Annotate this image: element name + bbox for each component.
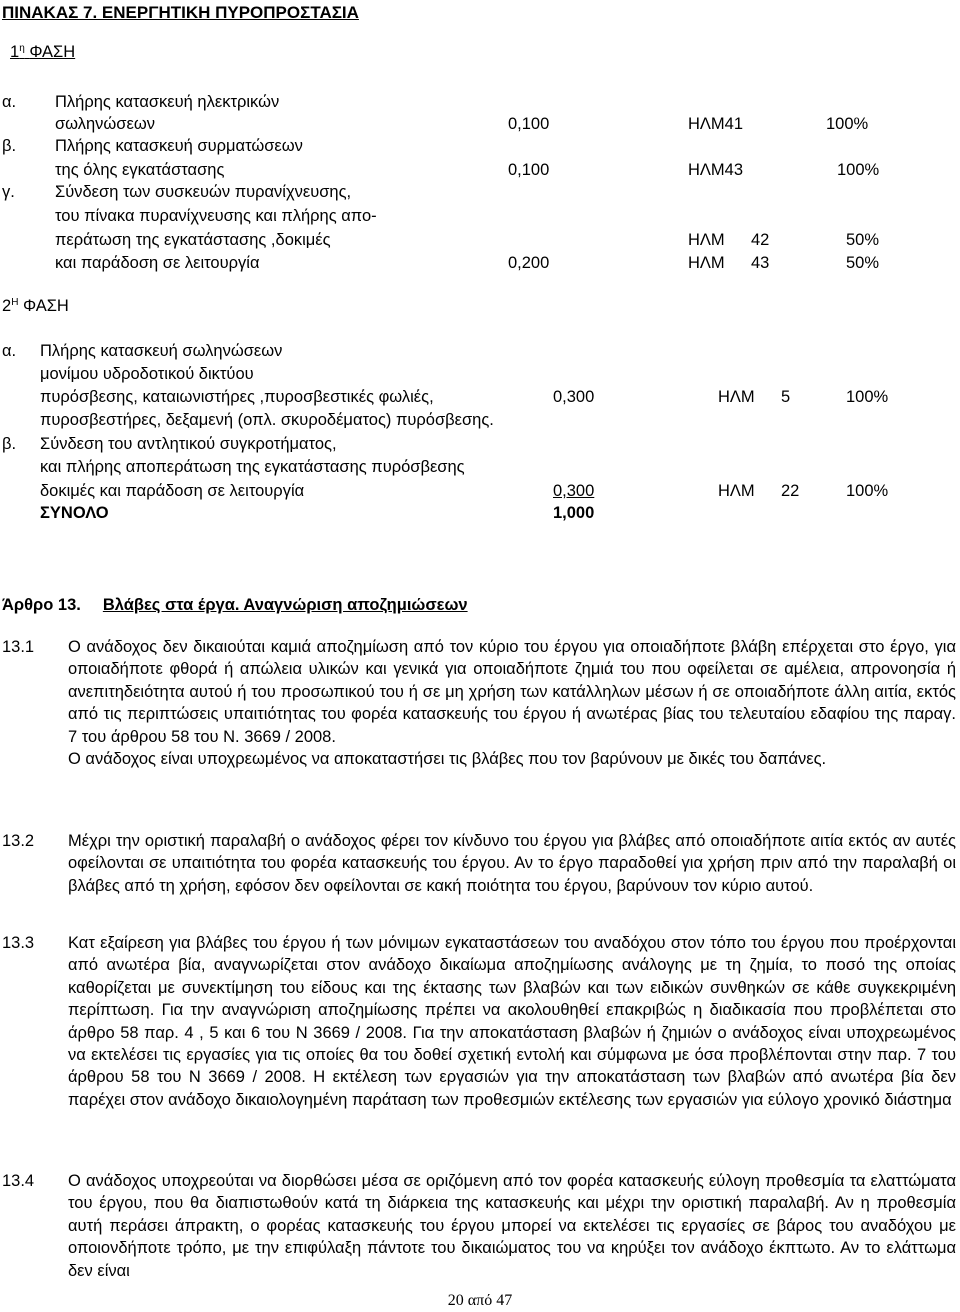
paragraph-text: Ο ανάδοχος υποχρεούται να διορθώσει μέσα σε οριζόμενη από τον φορέα κατασκευής εύλογη προθεσμία τα ελαττώματα του έργου, που θα διαπιστωθούν κατά τη διάρκεια της κατασκευής και μέχρι την οριστική παραλαβή. Αν η προθεσμία αυτή περάσει άπρακτη, ο φορέας κατασκευής του έργου μπορεί να εκτελέσει τις εργασίες σε βάρος του αναδόχου με οποιονδήποτε τρόπο, με την επιφύλαξη πάντοτε του δικαιώματος του να κηρύξει τον ανάδοχο έκπτωτο. Αν το ελάττωμα δεν είναι	[68, 1172, 956, 1280]
phase-2-heading: $2^H$ ΦΑΣΗ	[2, 297, 69, 315]
item-description: πυρόσβεσης, καταιωνιστήρες ,πυροσβεστικές φωλιές,	[40, 388, 434, 406]
item-description: μονίμου υδροδοτικού δικτύου	[40, 365, 254, 383]
item-value: 0,100	[508, 161, 550, 179]
item-description: δοκιμές και παράδοση σε λειτουργία	[40, 482, 305, 500]
item-code: ΗΛΜ	[688, 231, 725, 249]
paragraph-number: 13.1	[2, 638, 35, 656]
item-description: Σύνδεση των συσκευών πυρανίχνευσης,	[55, 183, 352, 201]
item-marker: γ.	[2, 183, 15, 201]
item-description: και πλήρης αποπεράτωση της εγκατάστασης πυρόσβεσης	[40, 458, 465, 476]
item-percent: 100%	[846, 388, 889, 406]
item-description: περάτωση της εγκατάστασης ,δοκιμές	[55, 231, 331, 249]
item-marker: α.	[2, 93, 17, 111]
item-description: Πλήρης κατασκευή σωληνώσεων	[40, 342, 283, 360]
paragraph-text	[68, 636, 956, 770]
item-marker: β.	[2, 435, 17, 453]
item-description: και παράδοση σε λειτουργία	[55, 254, 260, 272]
item-code-number: 42	[751, 231, 770, 249]
item-description: του πίνακα πυρανίχνευσης και πλήρης απο-	[55, 207, 377, 225]
page-number: 20 από 47	[447, 1292, 513, 1309]
paragraph-number: 13.4	[2, 1172, 35, 1190]
item-value: 0,200	[508, 254, 550, 272]
item-code: ΗΛΜ41	[688, 115, 744, 133]
item-code: ΗΛΜ	[688, 254, 725, 272]
item-code: ΗΛΜ	[718, 388, 755, 406]
total-value: 1,000	[553, 504, 595, 522]
item-code-number: 43	[751, 254, 770, 272]
phase-1-heading: $1^\eta$ ΦΑΣΗ	[10, 43, 76, 61]
item-percent: 100%	[846, 482, 889, 500]
item-percent: 50%	[846, 254, 880, 272]
total-label: ΣΥΝΟΛΟ	[40, 504, 109, 522]
article-title: Βλάβες στα έργα. Αναγνώριση αποζημιώσεων	[102, 596, 468, 614]
item-percent: 100%	[837, 161, 880, 179]
item-code: ΗΛΜ	[718, 482, 755, 500]
item-marker: β.	[2, 137, 17, 155]
item-description: Πλήρης κατασκευή συρματώσεων	[55, 137, 303, 155]
item-percent: 50%	[846, 231, 880, 249]
paragraph-text: Μέχρι την οριστική παραλαβή ο ανάδοχος φέρει τον κίνδυνο του έργου για βλάβες από οποιαδήποτε αιτία εκτός αν αυτές οφείλονται σε υπαιτιότητα του φορέα κατασκευής του έργου. Αν το έργο παραδοθεί για χρήση πριν από την παραλαβή οι βλάβες από τη χρήση, εφόσον δεν οφείλονται σε κακή ποιότητα του έργου, βαρύνουν τον κύριο αυτού.	[68, 832, 956, 895]
item-marker: α.	[2, 342, 17, 360]
item-percent: 100%	[826, 115, 869, 133]
item-description: σωληνώσεων	[55, 115, 155, 133]
item-description: της όλης εγκατάστασης	[55, 161, 225, 179]
item-description: Σύνδεση του αντλητικού συγκροτήματος,	[40, 435, 337, 453]
item-value: 0,100	[508, 115, 550, 133]
table-title: ΠΙΝΑΚΑΣ 7. ΕΝΕΡΓΗΤΙΚΗ ΠΥΡΟΠΡΟΣΤΑΣΙΑ	[2, 3, 359, 22]
paragraph-text: Κατ εξαίρεση για βλάβες του έργου ή των μόνιμων εγκαταστάσεων του αναδόχου στον τόπο του έργου που προέρχονται από ανωτέρα βία, αναγνωρίζεται στον ανάδοχο δικαίωμα αποζημίωσης ανάλογης με τη ζημία, το ποσό της οποίας καθορίζεται με συνεκτίμηση του είδους και της έκτασης των βλαβών και των ειδικών συνθηκών σε κάθε συγκεκριμένη περίπτωση. Για την αναγνώριση αποζημίωσης πρέπει να ακολουθηθεί επακριβώς η διαδικασία που προβλέπεται στο άρθρο 58 παρ. 4 , 5 και 6 του Ν 3669 / 2008. Για την αποκατάσταση βλαβών ή ζημιών ο ανάδοχος είναι υποχρεωμένος να εκτελέσει τις εργασίες για τις οποίες θα του δοθεί σχετική εντολή και σύμφωνα με όσα προβλέπονται στην παρ. 7 του άρθρου 58 του Ν 3669 / 2008. Η εκτέλεση των εργασιών για την αποκατάσταση των βλαβών από ανωτέρα βία δεν παρέχει στον ανάδοχο δικαιολογημένη παράταση των προθεσμιών εκτέλεσης των εργασιών για εύλογο χρονικό διάστημα	[68, 934, 956, 1109]
item-description: Πλήρης κατασκευή ηλεκτρικών	[55, 93, 280, 111]
paragraph-body: Ο ανάδοχος είναι υποχρεωμένος να αποκαταστήσει τις βλάβες που τον βαρύνουν με δικές του δαπάνες.	[68, 750, 827, 769]
paragraph-body: Ο ανάδοχος δεν δικαιούται καμιά αποζημίωση από τον κύριο του έργου για οποιαδήποτε βλάβη επέρχεται στο έργο, για οποιαδήποτε φθορά ή απώλεια υλικών και γενικά για οποιαδήποτε ζημιά του που οφείλεται σε αμέλεια, απρονοησία ή ανεπιτηδειότητα αυτού ή του προσωπικού του ή σε μη χρήση των κατάλληλων μέσων ή σε οποιαδήποτε άλλη αιτία, εκτός από τις περιπτώσεις υπαιτιότητας του φορέα κατασκευής του έργου ή ανωτέρας βίας του τελευταίου εδαφίου της παραγ. 7 του άρθρου 58 του Ν. 3669 / 2008.	[68, 638, 956, 746]
item-value: 0,300	[553, 388, 595, 406]
article-heading	[2, 597, 468, 614]
article-number: Άρθρο 13.	[2, 596, 81, 614]
item-value: 0,300	[553, 482, 595, 500]
item-description: πυροσβεστήρες, δεξαμενή (οπλ. σκυροδέματος) πυρόσβεσης.	[40, 411, 494, 429]
item-code-number: 22	[781, 482, 800, 500]
item-code-number: 5	[781, 388, 791, 406]
paragraph-number: 13.2	[2, 832, 35, 850]
item-code: ΗΛΜ43	[688, 161, 744, 179]
paragraph-number: 13.3	[2, 934, 35, 952]
